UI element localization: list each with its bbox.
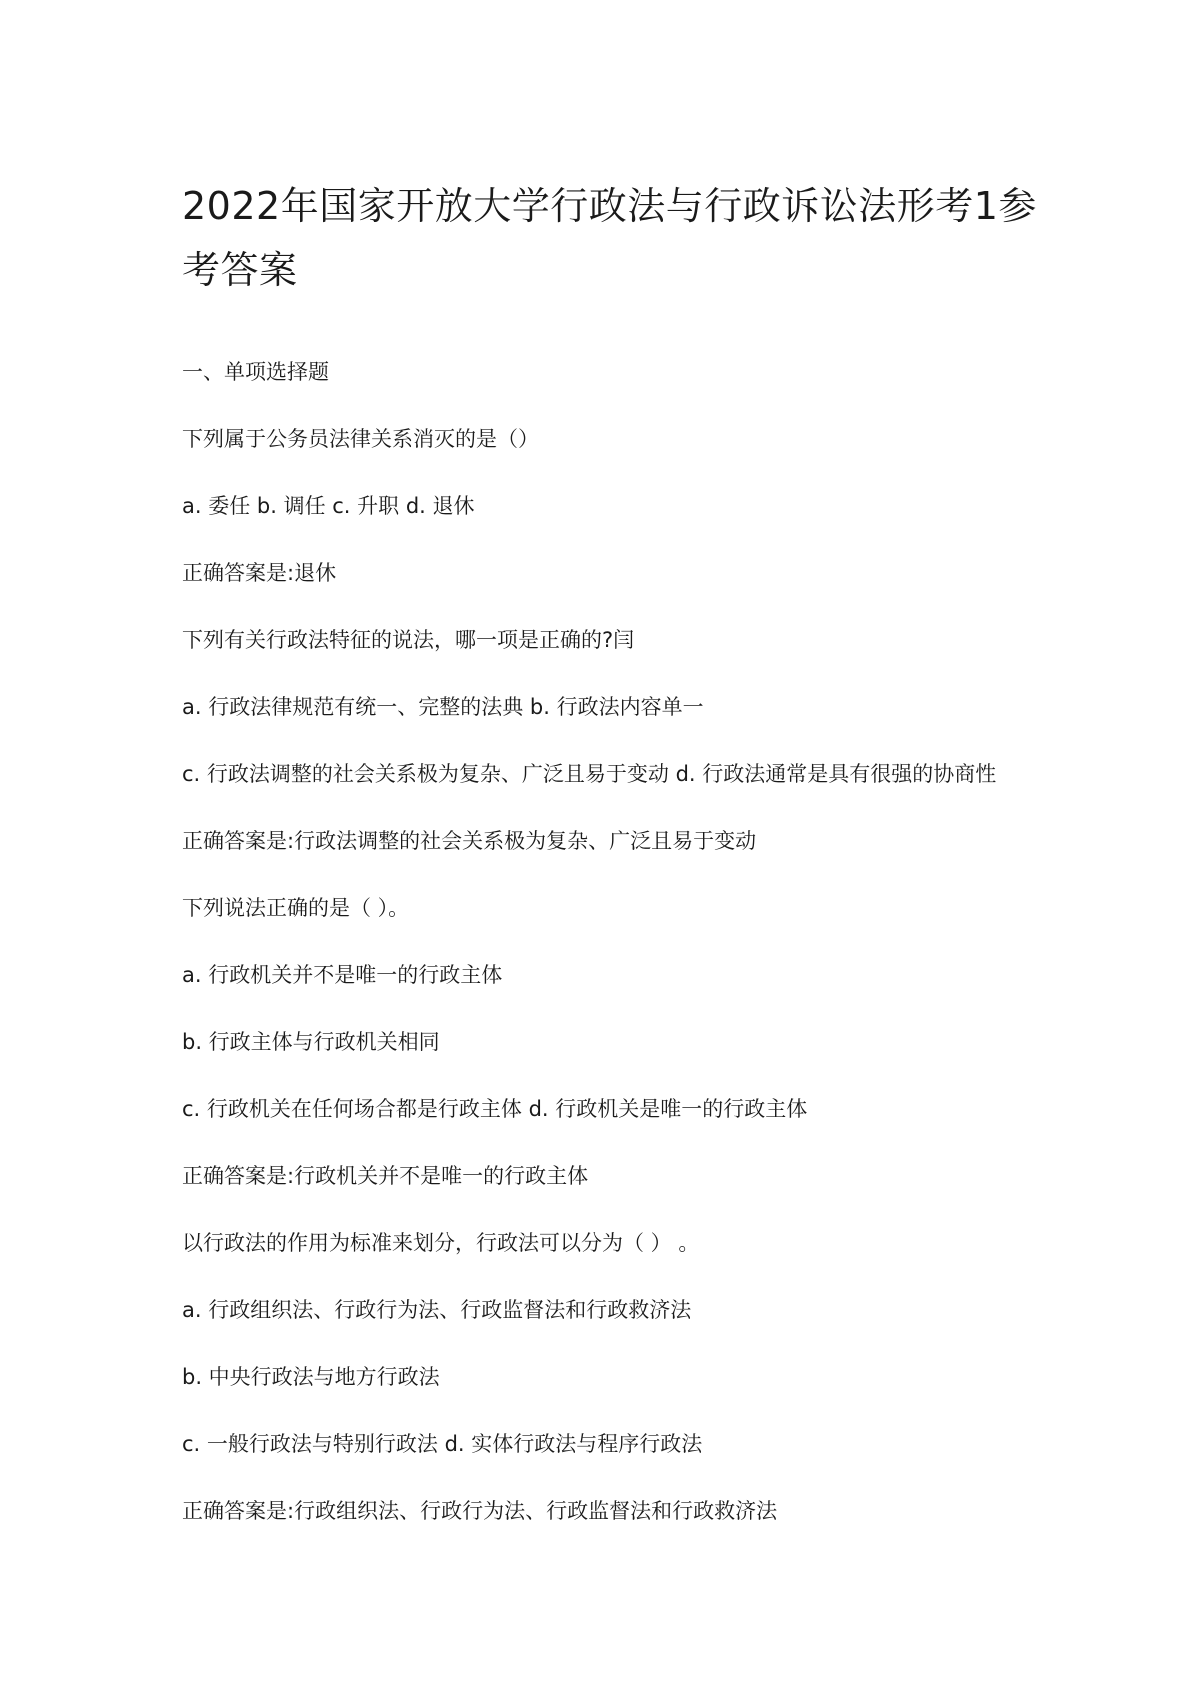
question-2-answer: 正确答案是:行政法调整的社会关系极为复杂、广泛且易于变动 — [182, 829, 757, 853]
question-4-options-cd: c. 一般行政法与特别行政法 d. 实体行政法与程序行政法 — [182, 1432, 703, 1456]
question-3-stem: 下列说法正确的是（ ）。 — [182, 896, 410, 920]
question-4-option-b: b. 中央行政法与地方行政法 — [182, 1365, 440, 1389]
question-3-option-b: b. 行政主体与行政机关相同 — [182, 1030, 440, 1054]
question-2-stem: 下列有关行政法特征的说法，哪一项是正确的?闫 — [182, 628, 635, 652]
question-1-stem: 下列属于公务员法律关系消灭的是（） — [182, 427, 539, 451]
question-3-option-a: a. 行政机关并不是唯一的行政主体 — [182, 963, 503, 987]
question-1-answer: 正确答案是:退休 — [182, 561, 337, 585]
question-2-options-line-2: c. 行政法调整的社会关系极为复杂、广泛且易于变动 d. 行政法通常是具有很强的协商性 — [182, 762, 997, 786]
document-title: 2022年国家开放大学行政法与行政诉讼法形考1参考答案 — [182, 184, 1037, 292]
section-heading: 一、单项选择题 — [182, 360, 329, 384]
question-4-stem: 以行政法的作用为标准来划分，行政法可以分为（ ） 。 — [182, 1231, 700, 1255]
question-2-options-line-1: a. 行政法律规范有统一、完整的法典 b. 行政法内容单一 — [182, 695, 704, 719]
question-4-option-a: a. 行政组织法、行政行为法、行政监督法和行政救济法 — [182, 1298, 692, 1322]
question-3-options-cd: c. 行政机关在任何场合都是行政主体 d. 行政机关是唯一的行政主体 — [182, 1097, 808, 1121]
question-3-answer: 正确答案是:行政机关并不是唯一的行政主体 — [182, 1164, 589, 1188]
question-4-answer: 正确答案是:行政组织法、行政行为法、行政监督法和行政救济法 — [182, 1499, 778, 1523]
question-1-options: a. 委任 b. 调任 c. 升职 d. 退休 — [182, 494, 475, 518]
